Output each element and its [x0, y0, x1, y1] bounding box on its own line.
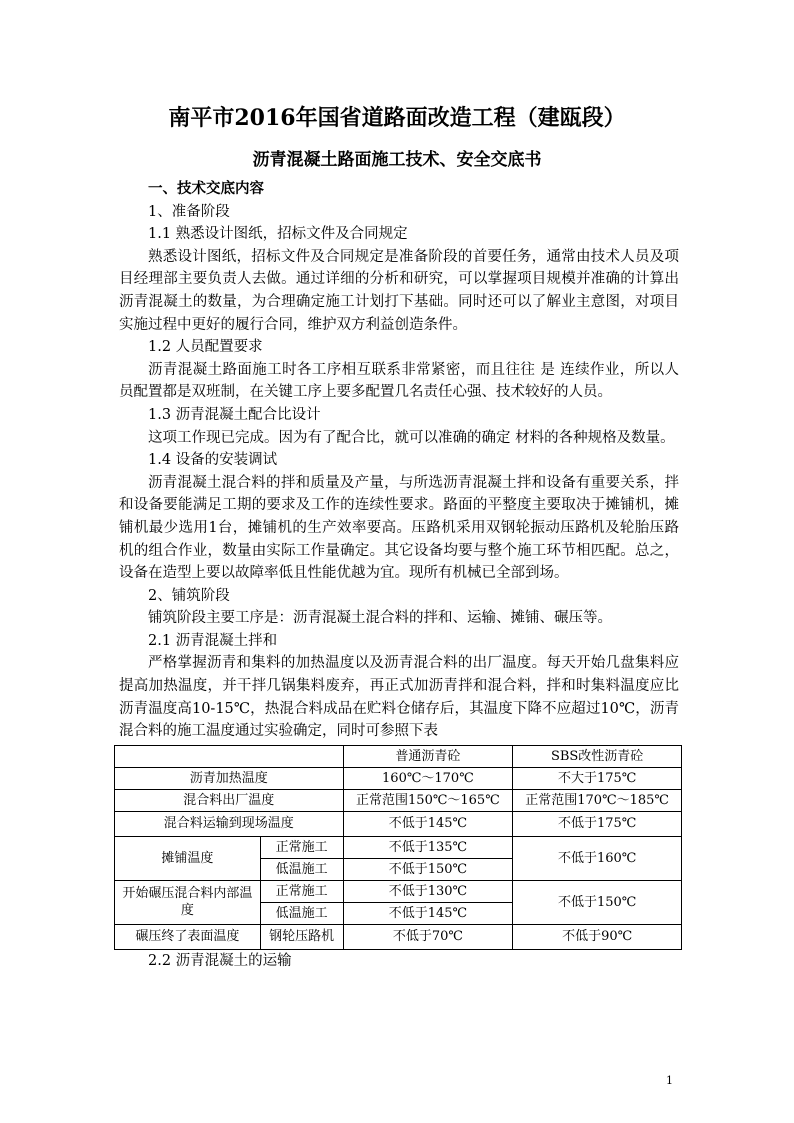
- table-cell-label: 摊铺温度: [115, 836, 261, 880]
- subsection-heading-2-1: 2.1 沥青混凝土拌和: [148, 632, 278, 649]
- table-cell: 不低于145℃: [343, 902, 513, 924]
- table-row: [115, 880, 682, 902]
- subsection-heading-1-2: 1.2 人员配置要求: [148, 339, 263, 356]
- table-row: [115, 811, 682, 836]
- table-cell-label: 碾压终了表面温度: [115, 924, 261, 949]
- subsection-heading-1-3: 1.3 沥青混凝土配合比设计: [148, 406, 321, 423]
- table-cell-sublabel: 钢轮压路机: [260, 924, 343, 949]
- table-cell: 不低于70℃: [343, 924, 513, 949]
- subsection-heading-1-4: 1.4 设备的安装调试: [148, 452, 278, 469]
- section-heading-preparation: 1、准备阶段: [148, 203, 230, 220]
- table-cell: 不低于130℃: [343, 880, 513, 902]
- table-cell-sublabel: 低温施工: [260, 858, 343, 880]
- table-row: [115, 767, 682, 789]
- table-cell: 正常范围170℃～185℃: [513, 789, 682, 811]
- table-row: [115, 789, 682, 811]
- paragraph-1-4: 沥青混凝土混合料的拌和质量及产量，与所选沥青混凝土拌和设备有重要关系，拌和设备要能满足工期的要求及工作的连续性要求。路面的平整度主要取决于摊铺机，摊铺机最少选用1台，摊铺机的生产效率要高。压路机采用双钢轮振动压路机及轮胎压路机的组合作业，数量由实际工作量确定。其它设备均要与整个施工环节相匹配。总之，设备在造型上要以故障率低且性能优越为宜。现所有机械已全部到场。: [119, 474, 679, 582]
- paragraph-2: 铺筑阶段主要工序是：沥青混凝土混合料的拌和、运输、摊铺、碾压等。: [148, 610, 612, 627]
- table-cell-sublabel: 正常施工: [260, 836, 343, 858]
- table-cell-label: 沥青加热温度: [115, 767, 344, 789]
- document-subtitle: 沥青混凝土路面施工技术、安全交底书: [252, 150, 542, 170]
- subsection-heading-2-2: 2.2 沥青混凝土的运输: [148, 952, 292, 969]
- table-cell-label: 混合料出厂温度: [115, 789, 344, 811]
- paragraph-1-1: 熟悉设计图纸，招标文件及合同规定是准备阶段的首要任务，通常由技术人员及项目经理部主要负责人去做。通过详细的分析和研究，可以掌握项目规模并准确的计算出沥青混凝土的数量，为合理确定施工计划打下基础。同时还可以了解业主意图，对项目实施过程中更好的履行合同，维护双方利益创造条件。: [119, 248, 679, 333]
- table-row: [115, 836, 682, 858]
- paragraph-2-1: 严格掌握沥青和集料的加热温度以及沥青混合料的出厂温度。每天开始几盘集料应提高加热温度，并干拌几锅集料废弃，再正式加沥青拌和混合料，拌和时集料温度应比沥青温度高10-15℃，热混合料成品在贮料仓储存后，其温度下降不应超过10℃，沥青混合料的施工温度通过实验确定，同时可参照下表: [119, 655, 679, 740]
- table-cell-sublabel: 正常施工: [260, 880, 343, 902]
- section-heading-technical: 一、技术交底内容: [148, 180, 264, 197]
- table-cell: 不低于145℃: [343, 811, 513, 836]
- table-cell: 160℃～170℃: [343, 767, 513, 789]
- paragraph-1-2: 沥青混凝土路面施工时各工序相互联系非常紧密，而且往往 是 连续作业，所以人员配置都是双班制，在关键工序上要多配置几名责任心强、技术较好的人员。: [119, 361, 679, 401]
- table-cell-sublabel: 低温施工: [260, 902, 343, 924]
- table-cell: 不低于150℃: [343, 858, 513, 880]
- table-cell-label: 开始碾压混合料内部温度: [115, 880, 261, 924]
- table-row: [115, 924, 682, 949]
- page-number: 1: [666, 1074, 673, 1087]
- subsection-heading-1-1: 1.1 熟悉设计图纸，招标文件及合同规定: [148, 226, 408, 243]
- table-cell: 不低于150℃: [513, 880, 682, 924]
- paragraph-1-3: 这项工作现已完成。因为有了配合比，就可以准确的确定 材料的各种规格及数量。: [148, 429, 675, 446]
- table-header-row: [115, 745, 682, 767]
- temperature-table: [114, 745, 682, 950]
- document-body: [119, 178, 679, 972]
- table-header-normal: 普通沥青砼: [343, 745, 513, 767]
- table-cell: 不低于175℃: [513, 811, 682, 836]
- section-heading-paving: 2、铺筑阶段: [148, 587, 230, 604]
- table-header-sbs: SBS改性沥青砼: [513, 745, 682, 767]
- table-cell-label: 混合料运输到现场温度: [115, 811, 344, 836]
- table-header-blank: [115, 745, 344, 767]
- table-cell: 不低于135℃: [343, 836, 513, 858]
- table-cell: 正常范围150℃～165℃: [343, 789, 513, 811]
- table-cell: 不大于175℃: [513, 767, 682, 789]
- document-title: 南平市2016年国省道路面改造工程（建瓯段）: [168, 105, 626, 131]
- table-cell: 不低于90℃: [513, 924, 682, 949]
- table-cell: 不低于160℃: [513, 836, 682, 880]
